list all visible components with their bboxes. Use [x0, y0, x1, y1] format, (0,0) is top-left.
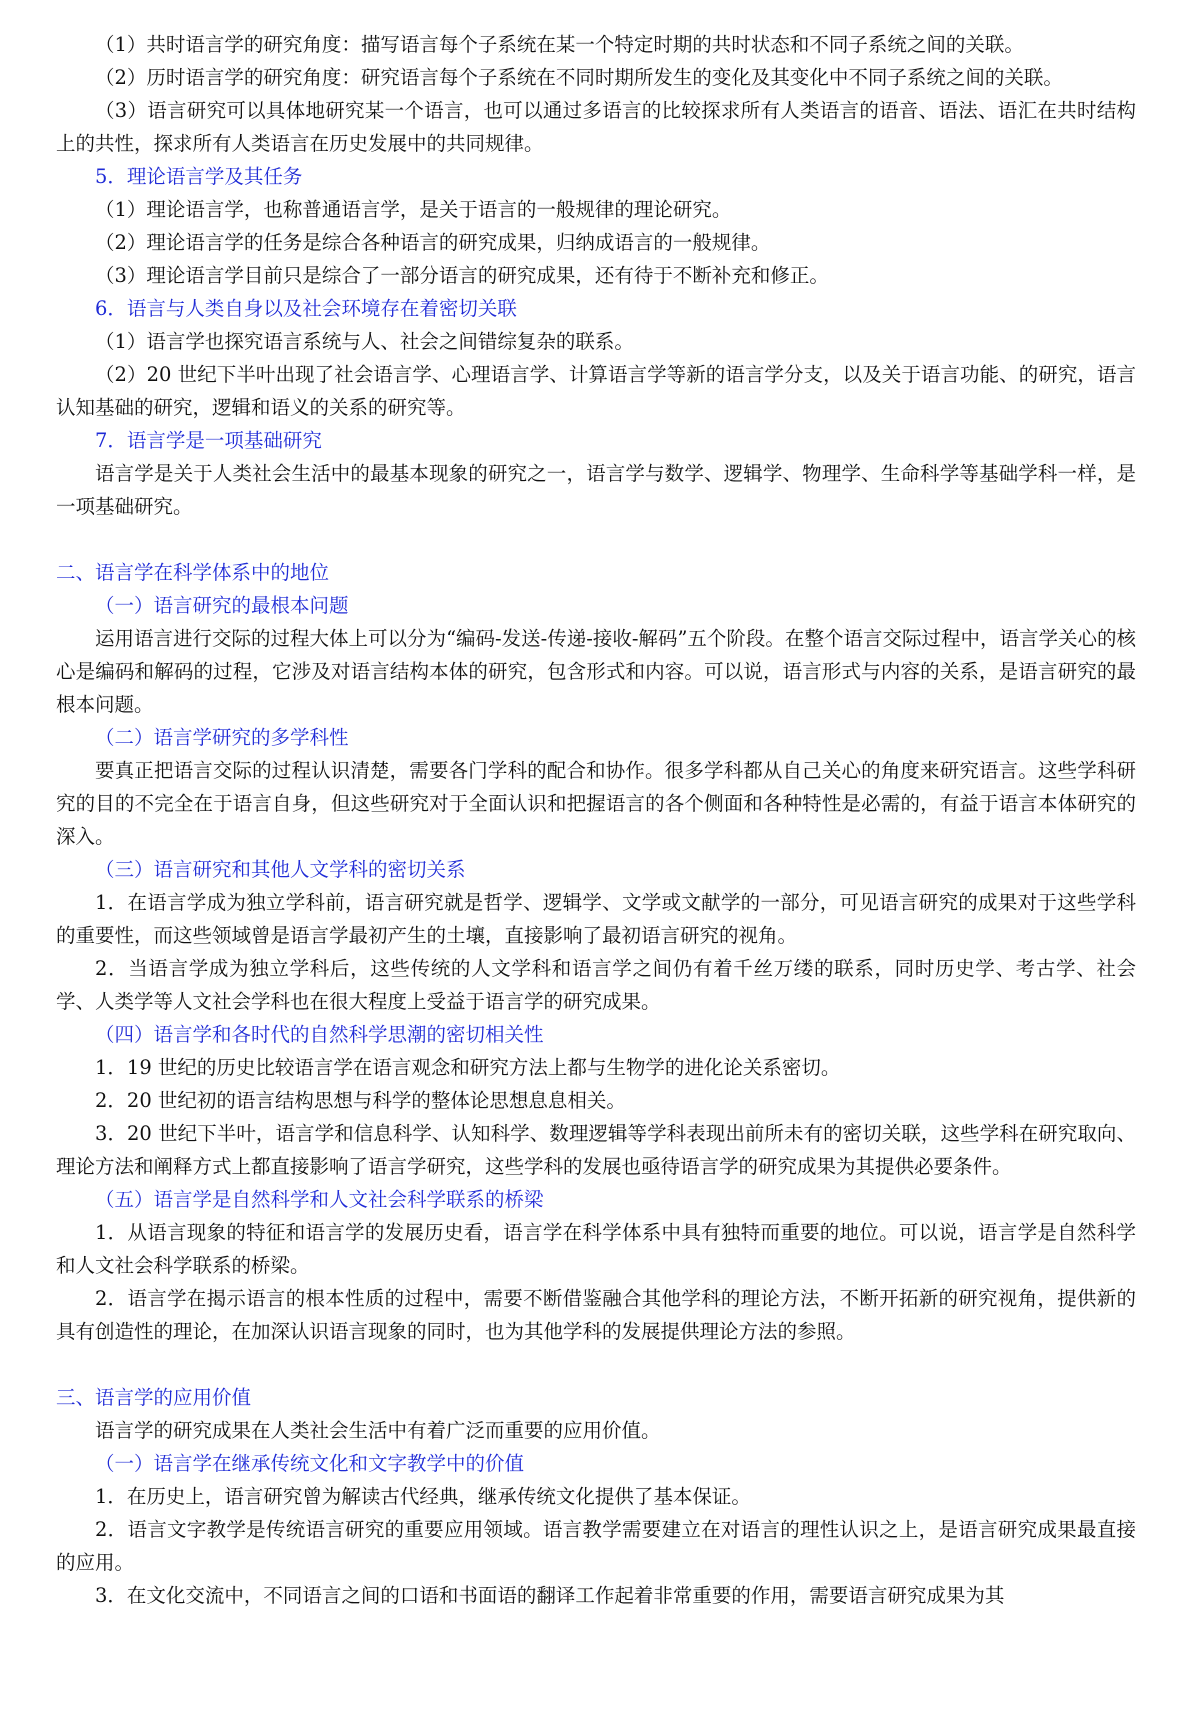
paragraph: 2．语言文字教学是传统语言研究的重要应用领域。语言教学需要建立在对语言的理性认识之上，是语言研究成果最直接的应用。: [56, 1518, 1136, 1574]
paragraph: （1）语言学也探究语言系统与人、社会之间错综复杂的联系。: [95, 330, 634, 353]
subsection-heading: （五）语言学是自然科学和人文社会科学联系的桥梁: [95, 1188, 544, 1211]
paragraph: 3．20 世纪下半叶，语言学和信息科学、认知科学、数理逻辑等学科表现出前所未有的密切关联，这些学科在研究取向、理论方法和阐释方式上都直接影响了语言学研究，这些学科的发展也亟待语言学的研究成果为其提供必要条件。: [56, 1122, 1136, 1178]
subsection-heading: （三）语言研究和其他人文学科的密切关系: [95, 858, 466, 881]
section-spacer: [56, 523, 1136, 556]
section-heading: 三、语言学的应用价值: [56, 1386, 252, 1409]
paragraph: 语言学的研究成果在人类社会生活中有着广泛而重要的应用价值。: [95, 1419, 661, 1442]
paragraph: （2）20 世纪下半叶出现了社会语言学、心理语言学、计算语言学等新的语言学分支，以及关于语言功能、的研究，语言认知基础的研究，逻辑和语义的关系的研究等。: [56, 363, 1136, 419]
paragraph: 1．从语言现象的特征和语言学的发展历史看，语言学在科学体系中具有独特而重要的地位。可以说，语言学是自然科学和人文社会科学联系的桥梁。: [56, 1221, 1136, 1277]
paragraph: 2．语言学在揭示语言的根本性质的过程中，需要不断借鉴融合其他学科的理论方法，不断开拓新的研究视角，提供新的具有创造性的理论，在加深认识语言现象的同时，也为其他学科的发展提供理论方法的参照。: [56, 1287, 1136, 1343]
paragraph: 1．在历史上，语言研究曾为解读古代经典，继承传统文化提供了基本保证。: [95, 1485, 751, 1508]
section-spacer: [56, 1348, 1136, 1381]
subsection-heading: 6．语言与人类自身以及社会环境存在着密切关联: [95, 297, 517, 320]
section-heading: 二、语言学在科学体系中的地位: [56, 561, 330, 584]
paragraph: 1．在语言学成为独立学科前，语言研究就是哲学、逻辑学、文学或文献学的一部分，可见语言研究的成果对于这些学科的重要性，而这些领域曾是语言学最初产生的土壤，直接影响了最初语言研究的视角。: [56, 891, 1136, 947]
paragraph: 2．20 世纪初的语言结构思想与科学的整体论思想息息相关。: [95, 1089, 626, 1112]
paragraph: （2）历时语言学的研究角度：研究语言每个子系统在不同时期所发生的变化及其变化中不同子系统之间的关联。: [95, 66, 1063, 89]
paragraph: （3）理论语言学目前只是综合了一部分语言的研究成果，还有待于不断补充和修正。: [95, 264, 829, 287]
paragraph: 2．当语言学成为独立学科后，这些传统的人文学科和语言学之间仍有着千丝万缕的联系，同时历史学、考古学、社会学、人类学等人文社会学科也在很大程度上受益于语言学的研究成果。: [56, 957, 1136, 1013]
paragraph: 3．在文化交流中，不同语言之间的口语和书面语的翻译工作起着非常重要的作用，需要语言研究成果为其: [95, 1584, 1005, 1607]
subsection-heading: （一）语言学在继承传统文化和文字教学中的价值: [95, 1452, 525, 1475]
subsection-heading: 5．理论语言学及其任务: [95, 165, 303, 188]
paragraph: 运用语言进行交际的过程大体上可以分为“编码-发送-传递-接收-解码”五个阶段。在整个语言交际过程中，语言学关心的核心是编码和解码的过程，它涉及对语言结构本体的研究，包含形式和内容。可以说，语言形式与内容的关系，是语言研究的最根本问题。: [56, 627, 1136, 716]
subsection-heading: （一）语言研究的最根本问题: [95, 594, 349, 617]
paragraph: 语言学是关于人类社会生活中的最基本现象的研究之一，语言学与数学、逻辑学、物理学、生命科学等基础学科一样，是一项基础研究。: [56, 462, 1136, 518]
paragraph: 1．19 世纪的历史比较语言学在语言观念和研究方法上都与生物学的进化论关系密切。: [95, 1056, 841, 1079]
paragraph: （3）语言研究可以具体地研究某一个语言，也可以通过多语言的比较探求所有人类语言的语音、语法、语汇在共时结构上的共性，探求所有人类语言在历史发展中的共同规律。: [56, 99, 1136, 155]
paragraph: （2）理论语言学的任务是综合各种语言的研究成果，归纳成语言的一般规律。: [95, 231, 771, 254]
document-page: [56, 28, 1136, 1612]
subsection-heading: （二）语言学研究的多学科性: [95, 726, 349, 749]
subsection-heading: 7．语言学是一项基础研究: [95, 429, 322, 452]
subsection-heading: （四）语言学和各时代的自然科学思潮的密切相关性: [95, 1023, 544, 1046]
paragraph: 要真正把语言交际的过程认识清楚，需要各门学科的配合和协作。很多学科都从自己关心的角度来研究语言。这些学科研究的目的不完全在于语言自身，但这些研究对于全面认识和把握语言的各个侧面和各种特性是必需的，有益于语言本体研究的深入。: [56, 759, 1136, 848]
paragraph: （1）共时语言学的研究角度：描写语言每个子系统在某一个特定时期的共时状态和不同子系统之间的关联。: [95, 33, 1024, 56]
paragraph: （1）理论语言学，也称普通语言学，是关于语言的一般规律的理论研究。: [95, 198, 732, 221]
